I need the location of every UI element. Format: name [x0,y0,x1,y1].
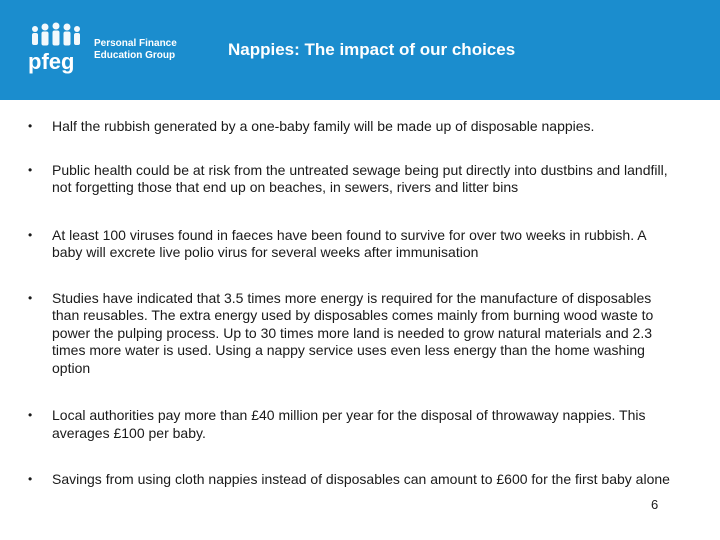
bullet-marker: • [28,119,33,133]
bullet-list [28,118,678,489]
pfeg-logo-icon [26,22,90,78]
logo-caption-line1: Personal Finance [94,38,177,49]
bullet-marker: • [28,162,33,177]
bullet-marker: • [28,472,33,486]
page-title: Nappies: The impact of our choices [228,40,516,59]
pfeg-logo [26,22,186,78]
list-item [28,407,678,442]
bullet-marker: • [28,227,33,242]
header-banner [0,0,720,100]
list-item [28,227,678,262]
bullet-text: Local authorities pay more than £40 million per year for the disposal of throwaway nappies. This averages £100 per baby. [52,407,646,441]
list-item [28,162,678,197]
bullet-marker: • [28,290,33,305]
bullet-text: At least 100 viruses found in faeces have been found to survive for over two weeks in rubbish. A baby will excrete live polio virus for several weeks after immunisation [52,226,646,260]
logo-caption [94,38,177,62]
list-item [28,471,678,489]
list-item [28,290,678,378]
bullet-text: Half the rubbish generated by a one-baby family will be made up of disposable nappies. [52,118,595,134]
page-number: 6 [651,497,659,512]
logo-caption-line2: Education Group [94,50,176,61]
bullet-text: Savings from using cloth nappies instead of disposables can amount to £600 for the first baby alone [52,471,670,487]
pfeg-logo-wordmark: pfeg [28,49,75,74]
bullet-text: Public health could be at risk from the untreated sewage being put directly into dustbins and landfill, not forgetting those that end up on beaches, in sewers, rivers and litter bins [52,161,668,195]
bullet-marker: • [28,408,33,422]
list-item [28,118,678,136]
bullet-text: Studies have indicated that 3.5 times more energy is required for the manufacture of disposables than reusables. The extra energy used by disposables comes mainly from burning wood waste to power the pulping process. Up to 30 times more land is needed to grow natural materials and 2.3 times more water is used. Using a nappy service uses even less energy than the home washing option [52,289,654,376]
